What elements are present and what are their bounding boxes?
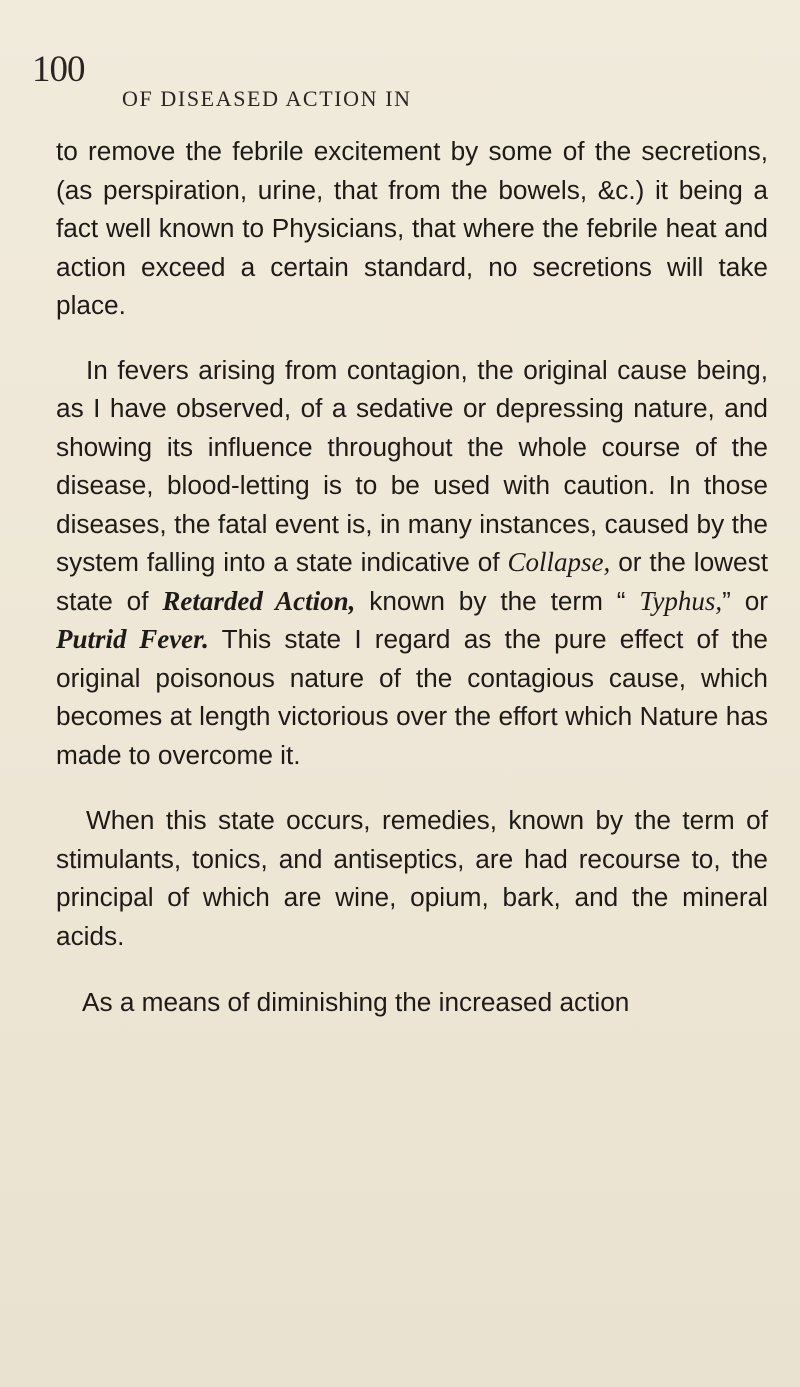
- running-head: OF DISEASED ACTION IN: [122, 86, 412, 111]
- paragraph-1: to remove the febrile excitement by some of the secretions, (as perspiration, urine, that from the bowels, &c.) it being a fact well known to Physicians, that where the febrile heat and action exceed a certain standard, no secretions will take place.: [56, 136, 768, 320]
- term-typhus: Typhus,: [639, 585, 723, 616]
- paragraph-2-text-a: In fevers arising from contagion, the original cause being, as I have observed, of a sedative or depressing nature, and showing its influence throughout the whole course of the disease, blood-letting is to be used with caution. In those diseases, the fatal event is, in many instances, caused by the system falling into a state indicative of: [56, 354, 768, 577]
- term-retarded-action: Retarded Action,: [162, 585, 356, 616]
- paragraph-2: [56, 351, 768, 775]
- term-putrid-fever: Putrid Fever.: [56, 624, 209, 654]
- paragraph-2-text-c: known by the term “: [355, 585, 640, 616]
- paragraph-2-text-b: or the lowest state of: [56, 547, 768, 616]
- paragraph-2-text-d: ” or: [722, 585, 769, 616]
- body-text: [56, 132, 768, 1022]
- page-number: 100: [32, 49, 85, 90]
- paragraph-4: As a means of diminishing the increased action: [82, 987, 630, 1017]
- term-collapse: Collapse,: [507, 547, 611, 577]
- paragraph-3: When this state occurs, remedies, known by the term of stimulants, tonics, and antiseptics, are had recourse to, the principal of which are wine, opium, bark, and the mineral acids.: [56, 805, 768, 951]
- paragraph-2-text-e: This state I regard as the pure effect of the original poisonous nature of the contagious cause, which becomes at length victorious over the effort which Nature has made to overcome it.: [56, 624, 768, 770]
- page-header: [0, 48, 800, 111]
